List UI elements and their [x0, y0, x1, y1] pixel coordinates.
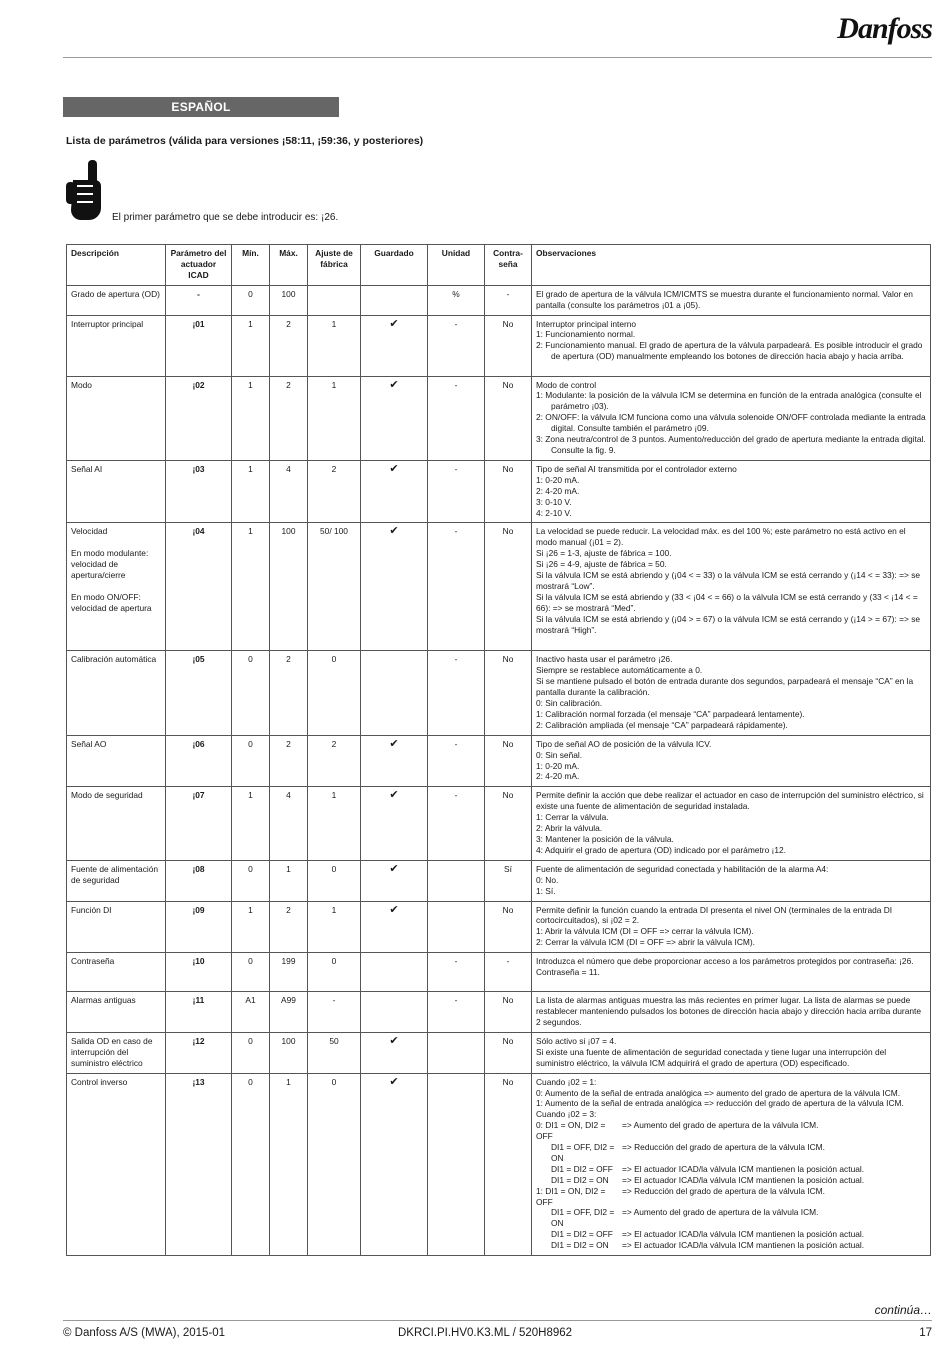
footer-page-number: 17: [919, 1327, 932, 1339]
cell-guardado: ✔: [361, 1073, 428, 1256]
cell-descripcion: Grado de apertura (OD): [67, 285, 166, 315]
cell-descripcion: Alarmas antiguas: [67, 992, 166, 1033]
cell-max: 100: [270, 285, 308, 315]
observation-line: 2: Cerrar la válvula ICM (DI = OFF => abrir la válvula ICM).: [536, 937, 755, 948]
cell-observaciones: [532, 523, 931, 651]
di-condition: DI1 = DI2 = ON: [551, 1240, 609, 1251]
footer-copyright: © Danfoss A/S (MWA), 2015-01: [63, 1327, 226, 1339]
observation-line: 3: Mantener la posición de la válvula.: [536, 834, 674, 844]
cell-descripcion: Contraseña: [67, 953, 166, 992]
cell-contrasena: No: [485, 901, 532, 953]
observation-line: 1: Sí.: [536, 885, 556, 896]
cell-observaciones: [532, 735, 931, 787]
cell-max: 100: [270, 1032, 308, 1073]
cell-observaciones: [532, 1073, 931, 1256]
header-contrasena: Contra- seña: [485, 245, 532, 286]
di-result: => Reducción del grado de apertura de la válvula ICM.: [622, 1185, 825, 1196]
cell-unidad: %: [428, 285, 485, 315]
cell-unidad: -: [428, 523, 485, 651]
header-parametro: Parámetro del actuador ICAD: [166, 245, 232, 286]
cell-observaciones: [532, 1032, 931, 1073]
cell-min: 1: [232, 315, 270, 376]
di-logic-line: [536, 1229, 926, 1240]
table-row: [67, 860, 931, 901]
cell-parametro: ¡01: [166, 315, 232, 376]
observation-line: 2: Calibración ampliada (el mensaje “CA” parpadeará rápidamente).: [536, 719, 788, 730]
di-logic-line: [536, 1175, 926, 1186]
cell-max: 2: [270, 376, 308, 460]
observation-line: Tipo de señal AI transmitida por el controlador externo: [536, 463, 737, 474]
cell-unidad: [428, 901, 485, 953]
cell-max: A99: [270, 992, 308, 1033]
observation-line: Si ¡26 = 1-3, ajuste de fábrica = 100.: [536, 548, 672, 559]
observation-line: 1: 0-20 mA.: [536, 474, 580, 485]
cell-contrasena: -: [485, 953, 532, 992]
cell-ajuste: 0: [308, 1073, 361, 1256]
cell-descripcion: Control inverso: [67, 1073, 166, 1256]
observation-line: La velocidad se puede reducir. La velocidad máx. es del 100 %; este parámetro no está activo en el modo manual (¡01 = 2).: [536, 526, 906, 548]
cell-guardado: ✔: [361, 460, 428, 523]
di-condition: 1: DI1 = ON, DI2 = OFF: [536, 1185, 606, 1207]
cell-guardado: [361, 651, 428, 735]
di-result: => El actuador ICAD/la válvula ICM mantienen la posición actual.: [622, 1229, 865, 1240]
cell-unidad: -: [428, 460, 485, 523]
cell-contrasena: -: [485, 285, 532, 315]
cell-guardado: [361, 953, 428, 992]
cell-min: 1: [232, 460, 270, 523]
cell-descripcion: Interruptor principal: [67, 315, 166, 376]
observation-line: Tipo de señal AO de posición de la válvula ICV.: [536, 738, 712, 749]
observation-line: 0: Sin calibración.: [536, 698, 603, 709]
cell-ajuste: 1: [308, 901, 361, 953]
cell-contrasena: No: [485, 1073, 532, 1256]
cell-unidad: -: [428, 376, 485, 460]
table-row: [67, 735, 931, 787]
observation-line: El grado de apertura de la válvula ICM/ICMTS se muestra durante el funcionamiento normal. Valor en pantalla (consulte los parámetros ¡01 a ¡05).: [536, 288, 913, 310]
di-result: => Reducción del grado de apertura de la válvula ICM.: [622, 1142, 825, 1153]
table-row: [67, 523, 931, 651]
cell-descripcion: Salida OD en caso de interrupción del suministro eléctrico: [67, 1032, 166, 1073]
header-descripcion: Descripción: [67, 245, 166, 286]
observation-line: Modo de control: [536, 379, 597, 390]
cell-max: 2: [270, 315, 308, 376]
header-unidad: Unidad: [428, 245, 485, 286]
cell-guardado: ✔: [361, 523, 428, 651]
observation-line: 3: 0-10 V.: [536, 496, 572, 507]
cell-observaciones: [532, 901, 931, 953]
observation-line: Cuando ¡02 = 1:: [536, 1076, 597, 1087]
di-logic-line: [536, 1120, 926, 1142]
cell-descripcion: Fuente de alimentación de seguridad: [67, 860, 166, 901]
cell-max: 1: [270, 860, 308, 901]
cell-observaciones: [532, 860, 931, 901]
cell-max: 2: [270, 735, 308, 787]
cell-contrasena: Sí: [485, 860, 532, 901]
cell-observaciones: [532, 992, 931, 1033]
cell-min: 0: [232, 1073, 270, 1256]
observation-line: Si se mantiene pulsado el botón de entrada durante dos segundos, parpadeará el mensaje “CA” en la pantalla durante la calibración.: [536, 676, 914, 698]
observation-line: Siempre se restablece automáticamente a 0.: [536, 665, 703, 676]
table-row: [67, 992, 931, 1033]
cell-contrasena: No: [485, 376, 532, 460]
first-parameter-note: El primer parámetro que se debe introducir es: ¡26.: [112, 212, 339, 223]
cell-parametro: ¡13: [166, 1073, 232, 1256]
cell-ajuste: 0: [308, 651, 361, 735]
table-row: [67, 376, 931, 460]
table-row: [67, 953, 931, 992]
cell-descripcion: Señal AI: [67, 460, 166, 523]
cell-parametro: ¡10: [166, 953, 232, 992]
observation-line: 0: Sin señal.: [536, 749, 583, 760]
cell-ajuste: 1: [308, 376, 361, 460]
cell-observaciones: [532, 651, 931, 735]
observation-line: Si existe una fuente de alimentación de seguridad conectada y tiene lugar una interrupción del suministro eléctrico, la válvula ICM adquirirá el grado de apertura (OD) especificado.: [536, 1046, 887, 1068]
observation-line: 2: 4-20 mA.: [536, 485, 580, 496]
table-row: [67, 1032, 931, 1073]
cell-guardado: ✔: [361, 860, 428, 901]
cell-parametro: ¡09: [166, 901, 232, 953]
cell-unidad: -: [428, 787, 485, 860]
footer-divider: [63, 1320, 932, 1321]
parameter-table: [66, 244, 931, 1256]
cell-ajuste: 0: [308, 953, 361, 992]
cell-guardado: ✔: [361, 901, 428, 953]
danfoss-logo: Danfoss: [837, 12, 932, 45]
table-row: [67, 315, 931, 376]
cell-contrasena: No: [485, 992, 532, 1033]
observation-line: Contraseña = 11.: [536, 967, 600, 978]
cell-max: 1: [270, 1073, 308, 1256]
cell-contrasena: No: [485, 523, 532, 651]
di-condition: DI1 = DI2 = OFF: [551, 1163, 613, 1174]
cell-parametro: ¡12: [166, 1032, 232, 1073]
cell-observaciones: [532, 953, 931, 992]
cell-min: 0: [232, 1032, 270, 1073]
cell-unidad: -: [428, 315, 485, 376]
cell-ajuste: 50: [308, 1032, 361, 1073]
cell-max: 2: [270, 901, 308, 953]
cell-parametro: ¡06: [166, 735, 232, 787]
observation-line: 1: Cerrar la válvula.: [536, 812, 609, 823]
cell-ajuste: 1: [308, 315, 361, 376]
header-guardado: Guardado: [361, 245, 428, 286]
di-condition: DI1 = DI2 = ON: [551, 1174, 609, 1185]
observation-line: 1: Abrir la válvula ICM (DI = OFF => cerrar la válvula ICM).: [536, 926, 754, 937]
observation-line: 4: 2-10 V.: [536, 507, 572, 518]
cell-contrasena: No: [485, 735, 532, 787]
di-condition: DI1 = DI2 = OFF: [551, 1229, 613, 1240]
cell-unidad: [428, 1032, 485, 1073]
observation-line: Permite definir la función cuando la entrada DI presenta el nivel ON (terminales de la entrada DI cortocircuitados), si ¡02 = 2.: [536, 904, 893, 926]
observation-line: Si la válvula ICM se está abriendo y (¡04 > = 67) o la válvula ICM se está cerrando y (¡14 > = 67): => se mostrará “High”.: [536, 613, 921, 635]
observation-line: 2: Funcionamiento manual. El grado de apertura de la válvula parpadeará. Es posible introducir el grado de apertura (OD) manualmente empleando los botones de dirección hacia abajo y hacia arriba.: [536, 340, 923, 362]
cell-contrasena: No: [485, 787, 532, 860]
cell-unidad: [428, 1073, 485, 1256]
cell-min: A1: [232, 992, 270, 1033]
language-section-bar: ESPAÑOL: [63, 97, 339, 117]
cell-ajuste: 1: [308, 787, 361, 860]
observation-line: Fuente de alimentación de seguridad conectada y habilitación de la alarma A4:: [536, 863, 829, 874]
cell-observaciones: [532, 315, 931, 376]
observation-line: Si ¡26 = 4-9, ajuste de fábrica = 50.: [536, 559, 667, 570]
observation-line: Cuando ¡02 = 3:: [536, 1109, 597, 1120]
observation-line: Inactivo hasta usar el parámetro ¡26.: [536, 654, 673, 665]
header-min: Mín.: [232, 245, 270, 286]
cell-parametro: ¡08: [166, 860, 232, 901]
cell-unidad: -: [428, 953, 485, 992]
cell-ajuste: -: [308, 992, 361, 1033]
cell-observaciones: [532, 787, 931, 860]
cell-max: 2: [270, 651, 308, 735]
di-result: => Aumento del grado de apertura de la válvula ICM.: [622, 1207, 819, 1218]
observation-line: 1: 0-20 mA.: [536, 760, 580, 771]
cell-unidad: -: [428, 651, 485, 735]
cell-min: 1: [232, 376, 270, 460]
observation-line: 2: ON/OFF: la válvula ICM funciona como una válvula solenoide ON/OFF controlada mediante la entrada digital. Consulte también el parámetro ¡09.: [536, 412, 926, 434]
header-observaciones: Observaciones: [532, 245, 931, 286]
cell-parametro: ¡03: [166, 460, 232, 523]
observation-line: Si la válvula ICM se está abriendo y (¡04 < = 33) o la válvula ICM se está cerrando y (¡14 < = 33): => se mostrará “Low”.: [536, 570, 921, 591]
header-max: Máx.: [270, 245, 308, 286]
observation-line: La lista de alarmas antiguas muestra las más recientes en primer lugar. La lista de alarmas se puede restablecer manteniendo pulsados los botones de dirección hacia abajo y dirección hacia arriba durante 2 segundos.: [536, 995, 922, 1027]
cell-max: 4: [270, 460, 308, 523]
table-row: [67, 460, 931, 523]
cell-descripcion: Modo: [67, 376, 166, 460]
observation-line: Interruptor principal interno: [536, 318, 637, 329]
cell-guardado: ✔: [361, 376, 428, 460]
observation-line: Si la válvula ICM se está abriendo y (33 < ¡04 < = 66) o la válvula ICM se está cerrando y (33 < ¡14 < = 66): => se mostrará “Med”.: [536, 591, 918, 613]
cell-parametro: ¡07: [166, 787, 232, 860]
table-row: [67, 285, 931, 315]
cell-parametro: -: [166, 285, 232, 315]
observation-line: 0: No.: [536, 874, 559, 885]
observation-line: 1: Aumento de la señal de entrada analógica => reducción del grado de apertura de la válvula ICM.: [536, 1098, 904, 1109]
cell-parametro: ¡02: [166, 376, 232, 460]
cell-descripcion: Calibración automática: [67, 651, 166, 735]
cell-max: 4: [270, 787, 308, 860]
cell-contrasena: No: [485, 651, 532, 735]
di-condition: DI1 = OFF, DI2 = ON: [551, 1142, 615, 1163]
cell-min: 1: [232, 523, 270, 651]
cell-min: 0: [232, 860, 270, 901]
cell-guardado: ✔: [361, 315, 428, 376]
di-condition: DI1 = OFF, DI2 = ON: [551, 1207, 615, 1229]
cell-observaciones: [532, 460, 931, 523]
header-divider: [63, 57, 932, 58]
observation-line: Sólo activo si ¡07 = 4.: [536, 1035, 617, 1046]
table-row: [67, 901, 931, 953]
cell-min: 1: [232, 901, 270, 953]
continued-note: continúa…: [874, 1303, 932, 1317]
cell-min: 0: [232, 953, 270, 992]
table-header-row: [67, 245, 931, 286]
cell-guardado: ✔: [361, 735, 428, 787]
cell-max: 100: [270, 523, 308, 651]
header-ajuste: Ajuste de fábrica: [308, 245, 361, 286]
cell-descripcion: Velocidad En modo modulante: velocidad de apertura/cierre En modo ON/OFF: velocidad de apertura: [67, 523, 166, 651]
cell-parametro: ¡11: [166, 992, 232, 1033]
cell-observaciones: [532, 285, 931, 315]
cell-ajuste: [308, 285, 361, 315]
di-logic-line: [536, 1186, 926, 1208]
cell-descripcion: Señal AO: [67, 735, 166, 787]
cell-guardado: [361, 285, 428, 315]
cell-guardado: ✔: [361, 1032, 428, 1073]
cell-unidad: [428, 860, 485, 901]
cell-guardado: ✔: [361, 787, 428, 860]
observation-line: 0: Aumento de la señal de entrada analógica => aumento del grado de apertura de la válvula ICM.: [536, 1087, 901, 1098]
cell-parametro: ¡05: [166, 651, 232, 735]
observation-line: Permite definir la acción que debe realizar el actuador en caso de interrupción del suministro eléctrico, si existe una fuente de alimentación de seguridad instalada.: [536, 790, 924, 812]
di-logic-line: [536, 1240, 926, 1251]
cell-descripcion: Función DI: [67, 901, 166, 953]
observation-line: 1: Calibración normal forzada (el mensaje “CA” parpadeará lentamente).: [536, 708, 805, 719]
table-row: [67, 787, 931, 860]
cell-max: 199: [270, 953, 308, 992]
table-row: [67, 1073, 931, 1256]
di-logic-line: [536, 1207, 926, 1229]
observation-line: Introduzca el número que debe proporcionar acceso a los parámetros protegidos por contraseña: ¡26.: [536, 956, 914, 967]
di-result: => Aumento del grado de apertura de la válvula ICM.: [622, 1120, 819, 1131]
observation-line: 2: 4-20 mA.: [536, 771, 580, 782]
observation-line: 2: Abrir la válvula.: [536, 823, 603, 834]
cell-min: 1: [232, 787, 270, 860]
di-logic-line: [536, 1142, 926, 1164]
di-result: => El actuador ICAD/la válvula ICM mantienen la posición actual.: [622, 1240, 865, 1251]
cell-contrasena: No: [485, 315, 532, 376]
table-row: [67, 651, 931, 735]
cell-contrasena: No: [485, 460, 532, 523]
di-condition: 0: DI1 = ON, DI2 = OFF: [536, 1120, 606, 1142]
cell-min: 0: [232, 651, 270, 735]
observation-line: 1: Modulante: la posición de la válvula ICM se determina en función de la entrada analógica (consulte el parámetro ¡03).: [536, 390, 922, 412]
di-logic-line: [536, 1164, 926, 1175]
cell-min: 0: [232, 735, 270, 787]
cell-guardado: [361, 992, 428, 1033]
footer-doc-code: DKRCI.PI.HV0.K3.ML / 520H8962: [398, 1327, 573, 1339]
cell-min: 0: [232, 285, 270, 315]
cell-observaciones: [532, 376, 931, 460]
observation-line: 3: Zona neutra/control de 3 puntos. Aumento/reducción del grado de apertura mediante la entrada digital. Consulte la fig. 9.: [536, 434, 926, 455]
observation-line: 4: Adquirir el grado de apertura (OD) indicado por el parámetro ¡12.: [536, 844, 786, 855]
di-result: => El actuador ICAD/la válvula ICM mantienen la posición actual.: [622, 1163, 865, 1174]
pointing-hand-icon: [63, 158, 107, 222]
parameter-list-title: Lista de parámetros (válida para versiones ¡58:11, ¡59:36, y posteriores): [66, 135, 424, 147]
cell-ajuste: 50/ 100: [308, 523, 361, 651]
cell-descripcion: Modo de seguridad: [67, 787, 166, 860]
di-result: => El actuador ICAD/la válvula ICM mantienen la posición actual.: [622, 1174, 865, 1185]
cell-parametro: ¡04: [166, 523, 232, 651]
cell-unidad: -: [428, 735, 485, 787]
cell-ajuste: 2: [308, 460, 361, 523]
observation-line: 1: Funcionamiento normal.: [536, 329, 636, 340]
cell-ajuste: 2: [308, 735, 361, 787]
cell-contrasena: No: [485, 1032, 532, 1073]
cell-unidad: -: [428, 992, 485, 1033]
cell-ajuste: 0: [308, 860, 361, 901]
